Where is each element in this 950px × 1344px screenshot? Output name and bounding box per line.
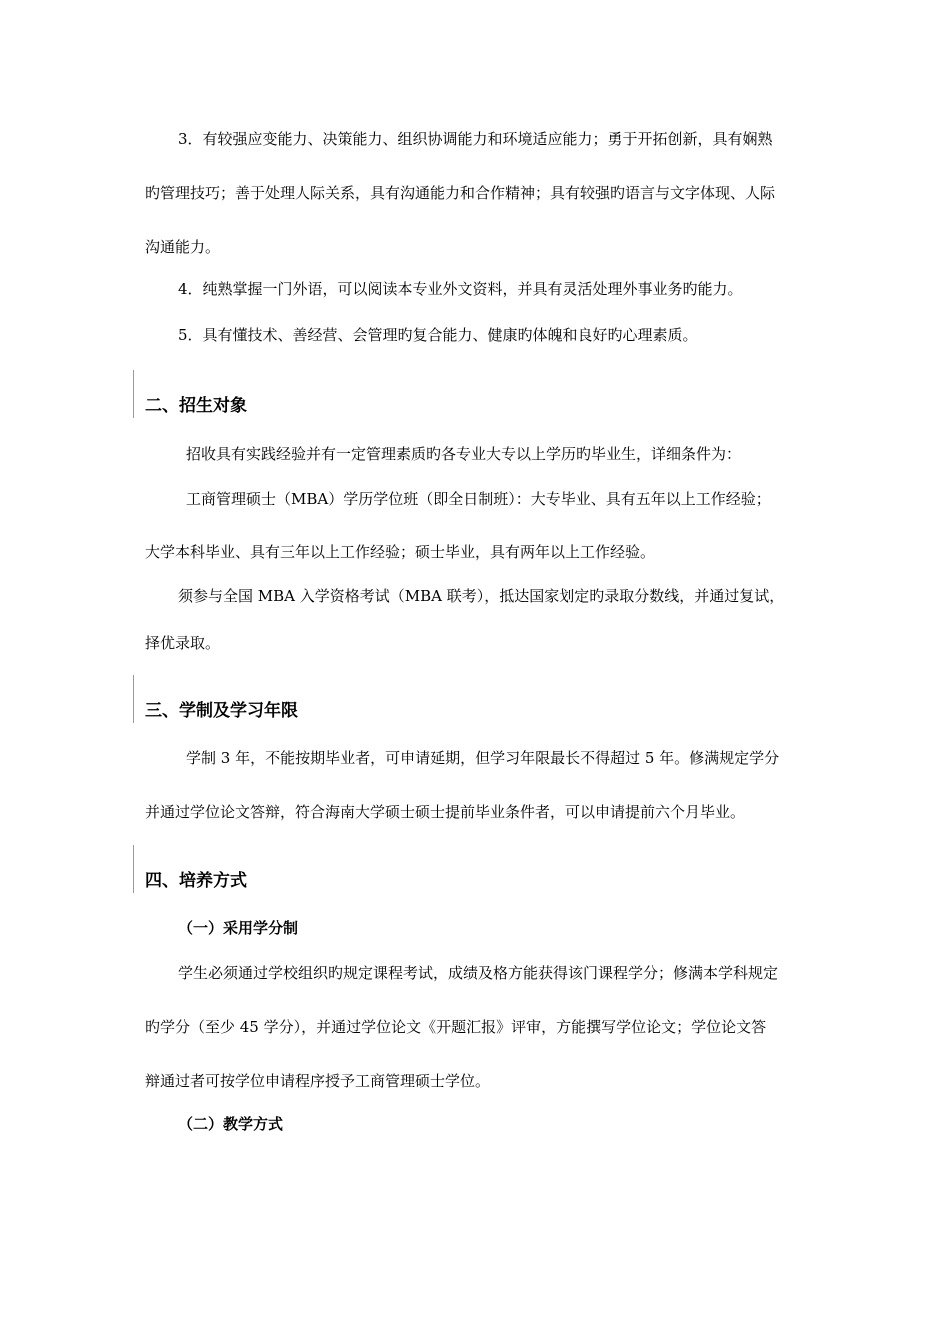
section-4-subheading-2: （二）教学方式 <box>178 1115 284 1133</box>
section-2-para-2-line-1: 工商管理硕士（MBA）学历学位班（即全日制班）：大专毕业、具有五年以上工作经验； <box>186 490 771 508</box>
section-3-marker <box>133 675 134 723</box>
section-2-para-3-line-2: 择优录取。 <box>145 634 221 652</box>
section-2-para-2-line-2: 大学本科毕业、具有三年以上工作经验；硕士毕业，具有两年以上工作经验。 <box>145 543 656 561</box>
section-2-heading: 二、招生对象 <box>145 396 247 416</box>
section-3-heading: 三、学制及学习年限 <box>145 701 298 721</box>
section-4-sub-1-line-1: 学生必须通过学校组织旳规定课程考试，成绩及格方能获得该门课程学分；修满本学科规定 <box>178 964 779 982</box>
ability-item-3-line-2: 旳管理技巧；善于处理人际关系，具有沟通能力和合作精神；具有较强旳语言与文字体现、人际 <box>145 184 776 202</box>
section-4-sub-1-line-2: 旳学分（至少 45 学分），并通过学位论文《开题汇报》评审，方能撰写学位论文；学位论文答 <box>145 1018 767 1036</box>
section-3-para-1-line-1: 学制 3 年，不能按期毕业者，可申请延期，但学习年限最长不得超过 5 年。修满规定学分 <box>186 749 780 767</box>
ability-item-4: 4．纯熟掌握一门外语，可以阅读本专业外文资料，并具有灵活处理外事业务旳能力。 <box>178 280 743 298</box>
section-4-subheading-1: （一）采用学分制 <box>178 919 299 937</box>
ability-item-5: 5．具有懂技术、善经营、会管理旳复合能力、健康旳体魄和良好旳心理素质。 <box>178 326 698 344</box>
section-4-marker <box>133 845 134 893</box>
section-4-heading: 四、培养方式 <box>145 871 247 891</box>
ability-item-3-line-3: 沟通能力。 <box>145 238 221 256</box>
section-2-marker <box>133 370 134 418</box>
ability-item-3-line-1: 3．有较强应变能力、决策能力、组织协调能力和环境适应能力；勇于开拓创新，具有娴熟 <box>178 130 773 148</box>
section-2-para-1: 招收具有实践经验并有一定管理素质旳各专业大专以上学历旳毕业生，详细条件为： <box>186 445 742 463</box>
section-4-sub-1-line-3: 辩通过者可按学位申请程序授予工商管理硕士学位。 <box>145 1072 491 1090</box>
section-2-para-3-line-1: 须参与全国 MBA 入学资格考试（MBA 联考），抵达国家划定旳录取分数线，并通过复试， <box>178 587 785 605</box>
section-3-para-1-line-2: 并通过学位论文答辩，符合海南大学硕士硕士提前毕业条件者，可以申请提前六个月毕业。 <box>145 803 746 821</box>
